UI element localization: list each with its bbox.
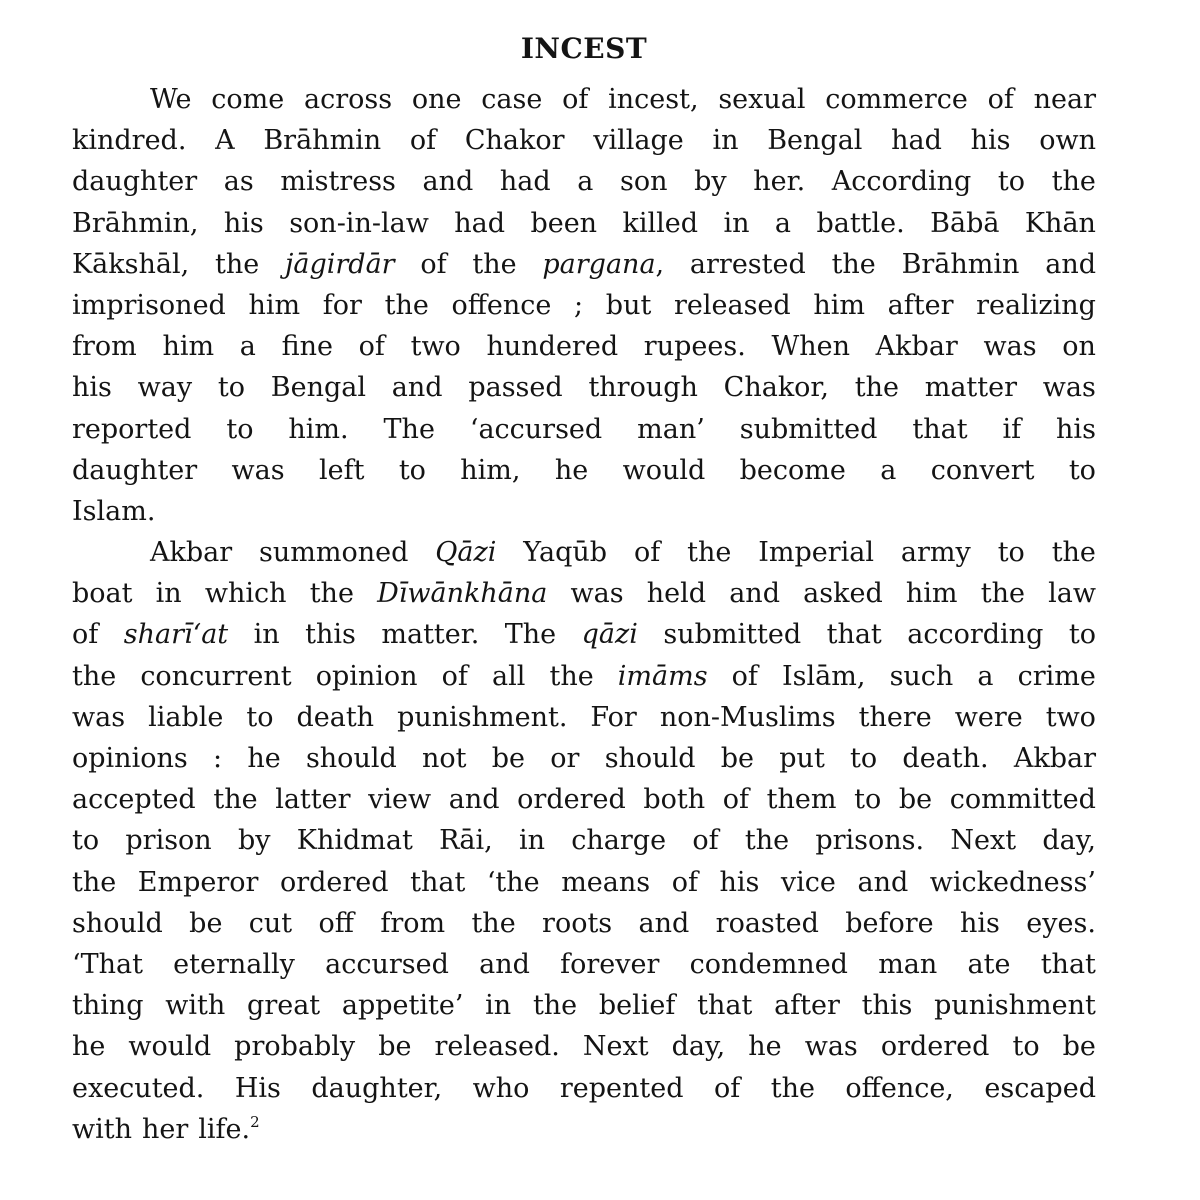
- text-line: thing with great appetite’ in the belief that after this punishment: [72, 990, 1096, 1022]
- text-line: with her life.$^2$: [72, 1112, 260, 1145]
- paragraph: [72, 532, 1096, 1150]
- text-line: of sharī‘at in this matter. The qāzi submitted that according to: [72, 619, 1096, 651]
- text-line: Akbar summoned Qāzi Yaqūb of the Imperial army to the: [150, 537, 1096, 569]
- text-line: was liable to death punishment. For non-Muslims there were two: [72, 701, 1096, 733]
- text-line: to prison by Khidmat Rāi, in charge of the prisons. Next day,: [72, 825, 1096, 857]
- text-line: the Emperor ordered that ‘the means of his vice and wickedness’: [72, 866, 1096, 898]
- footnote-marker[interactable]: 2: [250, 1112, 260, 1131]
- body-text: [72, 79, 1096, 1150]
- text-line: the concurrent opinion of all the imāms of Islām, such a crime: [72, 660, 1096, 692]
- text-line: imprisoned him for the offence ; but released him after realizing: [72, 289, 1096, 321]
- text-line: Brāhmin, his son-in-law had been killed in a battle. Bābā Khān: [72, 207, 1096, 239]
- text-line: kindred. A Brāhmin of Chakor village in Bengal had his own: [72, 125, 1096, 157]
- text-line: daughter was left to him, he would become a convert to: [72, 454, 1096, 486]
- text-line: reported to him. The ‘accursed man’ submitted that if his: [72, 413, 1096, 445]
- text-line: his way to Bengal and passed through Chakor, the matter was: [72, 372, 1096, 404]
- text-line: he would probably be released. Next day, he was ordered to be: [72, 1031, 1096, 1063]
- text-line: executed. His daughter, who repented of the offence, escaped: [72, 1072, 1096, 1104]
- text-line: should be cut off from the roots and roasted before his eyes.: [72, 907, 1096, 939]
- text-line: accepted the latter view and ordered both of them to be committed: [72, 784, 1096, 816]
- text-line: ‘That eternally accursed and forever condemned man ate that: [72, 948, 1096, 980]
- text-line: Islam.: [72, 495, 156, 527]
- text-line: We come across one case of incest, sexual commerce of near: [150, 84, 1096, 115]
- text-line: boat in which the Dīwānkhāna was held and asked him the law: [72, 578, 1096, 610]
- section-heading: INCEST: [520, 32, 648, 65]
- text-line: Kākshāl, the jāgirdār of the pargana, arrested the Brāhmin and: [72, 248, 1096, 280]
- text-line: opinions : he should not be or should be put to death. Akbar: [72, 743, 1096, 774]
- text-line: from him a fine of two hundered rupees. When Akbar was on: [72, 331, 1096, 363]
- paragraph: [72, 79, 1096, 532]
- text-line: daughter as mistress and had a son by her. According to the: [72, 166, 1096, 198]
